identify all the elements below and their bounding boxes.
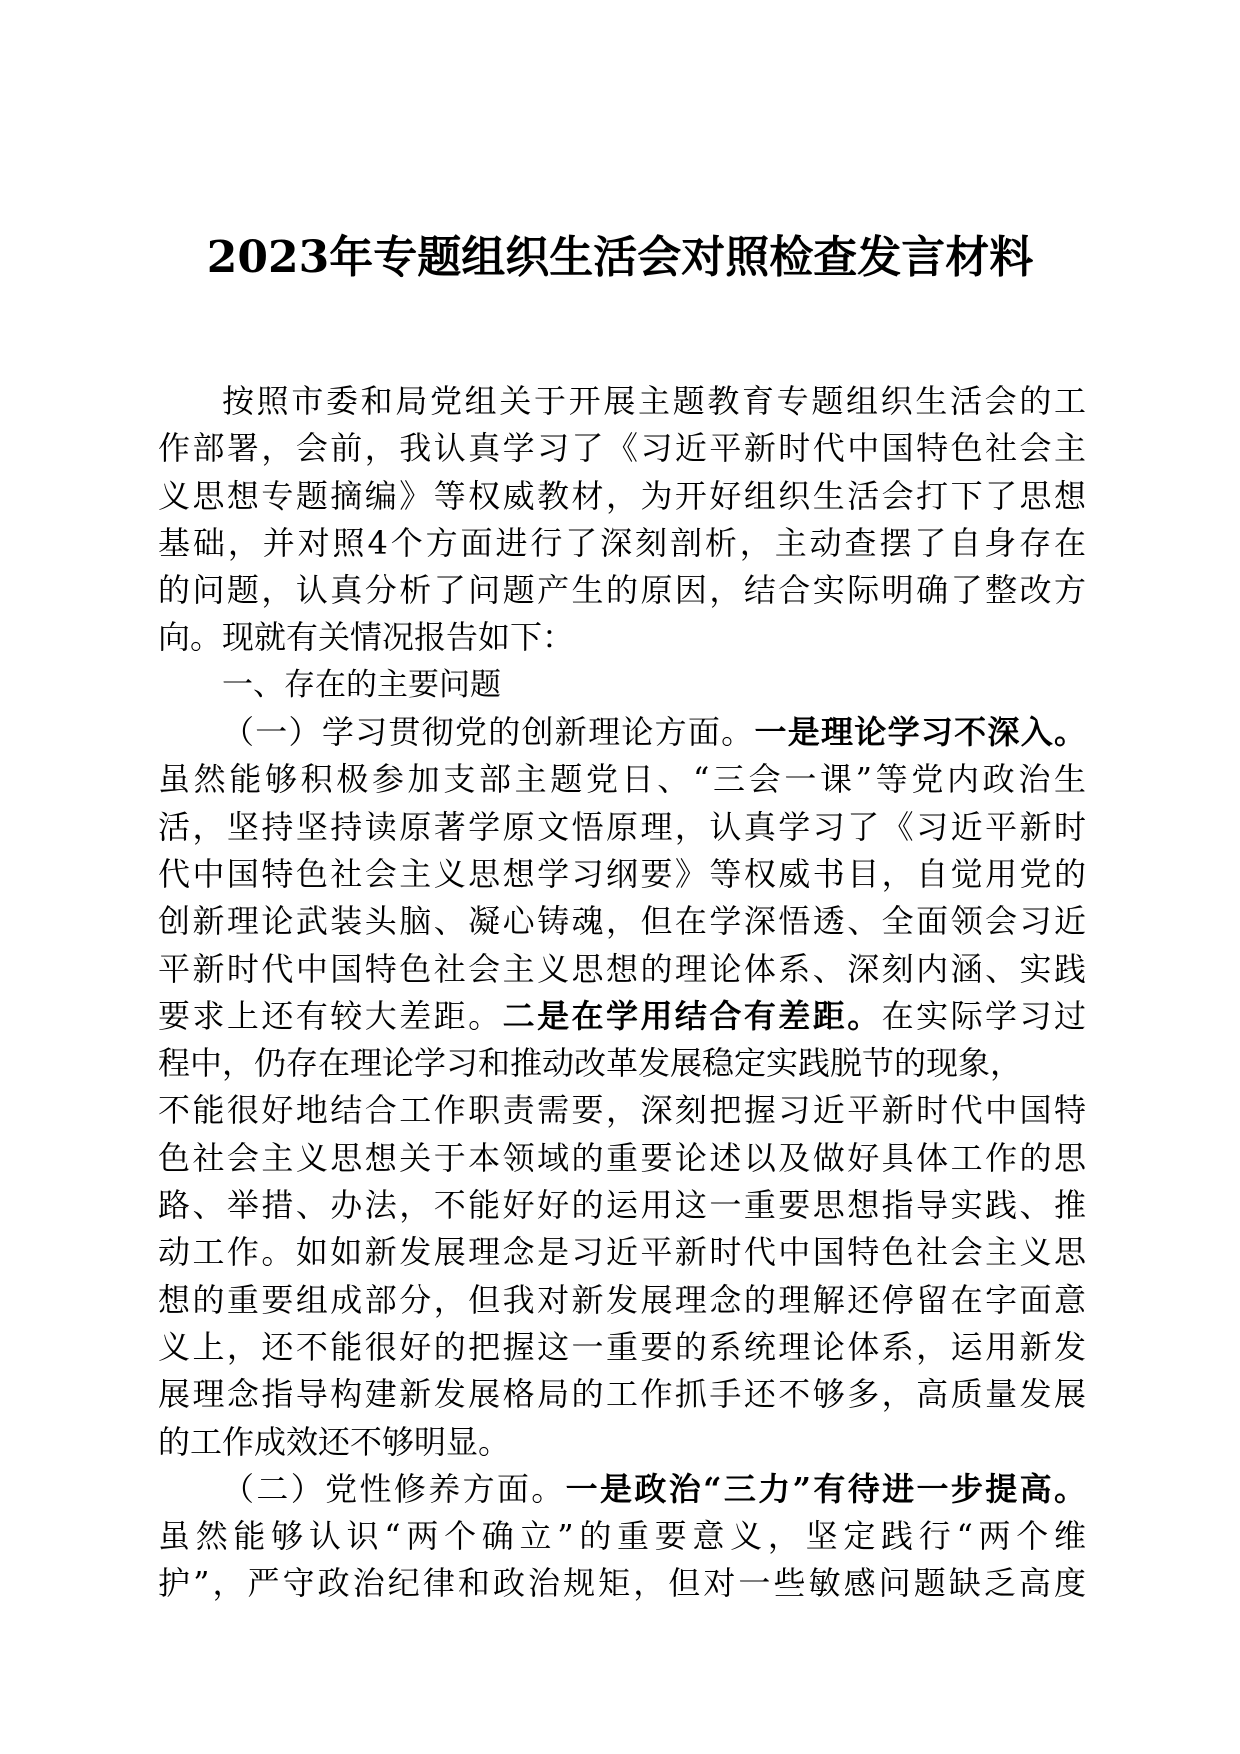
line-text: 向。现就有关情况报告如下： (158, 618, 575, 657)
line-text: 义上，还不能很好的把握这一重要的系统理论体系，运用新发 (158, 1327, 1086, 1366)
line-text-after: 在实际学习过 (881, 996, 1086, 1035)
line-text: 基础，并对照4个方面进行了深刻剖析，主动查摆了自身存在 (158, 523, 1086, 562)
line-text: 的问题，认真分析了问题产生的原因，结合实际明确了整改方 (158, 571, 1086, 610)
paragraph-line (158, 1040, 1086, 1087)
line-text: 不能很好地结合工作职责需要，深刻把握习近平新时代中国特 (158, 1091, 1086, 1130)
paragraph-line (158, 1182, 1086, 1229)
line-text: 的工作成效还不够明显。 (158, 1422, 511, 1461)
paragraph-line (158, 898, 1086, 945)
paragraph-line (158, 473, 1086, 520)
paragraph-line (158, 756, 1086, 803)
line-text: 护”，严守政治纪律和政治规矩，但对一些敏感问题缺乏高度 (158, 1564, 1086, 1603)
line-text: 路、举措、办法，不能好好的运用这一重要思想指导实践、推 (158, 1186, 1086, 1225)
line-text: 色社会主义思想关于本领域的重要论述以及做好具体工作的思 (158, 1138, 1086, 1177)
line-text: （二）党性修养方面。 (222, 1469, 566, 1508)
line-text: 代中国特色社会主义思想学习纲要》等权威书目，自觉用党的 (158, 854, 1086, 893)
paragraph-line (158, 1324, 1086, 1371)
bold-emphasis: 二是在学用结合有差距。 (502, 996, 882, 1035)
bold-emphasis: 一是理论学习不深入。 (754, 713, 1086, 752)
line-text: 展理念指导构建新发展格局的工作抓手还不够多，高质量发展 (158, 1375, 1086, 1414)
paragraph-line (158, 1466, 1086, 1513)
bold-emphasis: 一是政治“三力”有待进一步提高。 (565, 1469, 1086, 1508)
line-text: 动工作。如如新发展理念是习近平新时代中国特色社会主义思 (158, 1233, 1086, 1272)
line-text: 想的重要组成部分，但我对新发展理念的理解还停留在字面意 (158, 1280, 1086, 1319)
paragraph-line (158, 425, 1086, 472)
paragraph-line (158, 851, 1086, 898)
paragraph-line (158, 1419, 1086, 1466)
paragraph-line (158, 946, 1086, 993)
line-text: 活，坚持坚持读原著学原文悟原理，认真学习了《习近平新时 (158, 807, 1086, 846)
document-title: 2023年专题组织生活会对照检查发言材料 (206, 232, 1034, 283)
line-text: 虽然能够积极参加支部主题党日、“三会一课”等党内政治生 (158, 760, 1086, 799)
line-text: 要求上还有较大差距。 (158, 996, 503, 1035)
line-text: 创新理论武装头脑、凝心铸魂，但在学深悟透、全面领会习近 (158, 902, 1086, 941)
paragraph-line (158, 1277, 1086, 1324)
line-text: 按照市委和局党组关于开展主题教育专题组织生活会的工 (222, 382, 1086, 420)
paragraph-line (158, 1560, 1086, 1607)
paragraph-line (158, 1513, 1086, 1560)
paragraph-line (158, 378, 1086, 425)
line-text: 作部署，会前，我认真学习了《习近平新时代中国特色社会主 (158, 429, 1086, 468)
line-text: 虽然能够认识“两个确立”的重要意义，坚定践行“两个维 (158, 1517, 1086, 1556)
line-text: （一）学习贯彻党的创新理论方面。 (222, 713, 755, 752)
document-body (158, 378, 1086, 1608)
paragraph-line (158, 804, 1086, 851)
paragraph-line (158, 567, 1086, 614)
paragraph-line (158, 1229, 1086, 1276)
paragraph-line (158, 993, 1086, 1040)
section-heading (158, 662, 1086, 709)
line-text: 平新时代中国特色社会主义思想的理论体系、深刻内涵、实践 (158, 949, 1086, 988)
line-text: 义思想专题摘编》等权威教材，为开好组织生活会打下了思想 (158, 476, 1086, 515)
line-text: 一、存在的主要问题 (222, 666, 501, 703)
paragraph-line (158, 1371, 1086, 1418)
paragraph-line (158, 1135, 1086, 1182)
line-text: 程中，仍存在理论学习和推动改革发展稳定实践脱节的现象， (158, 1044, 1023, 1083)
paragraph-line (158, 709, 1086, 756)
paragraph-line (158, 1087, 1086, 1134)
paragraph-line (158, 520, 1086, 567)
paragraph-line (158, 614, 1086, 661)
